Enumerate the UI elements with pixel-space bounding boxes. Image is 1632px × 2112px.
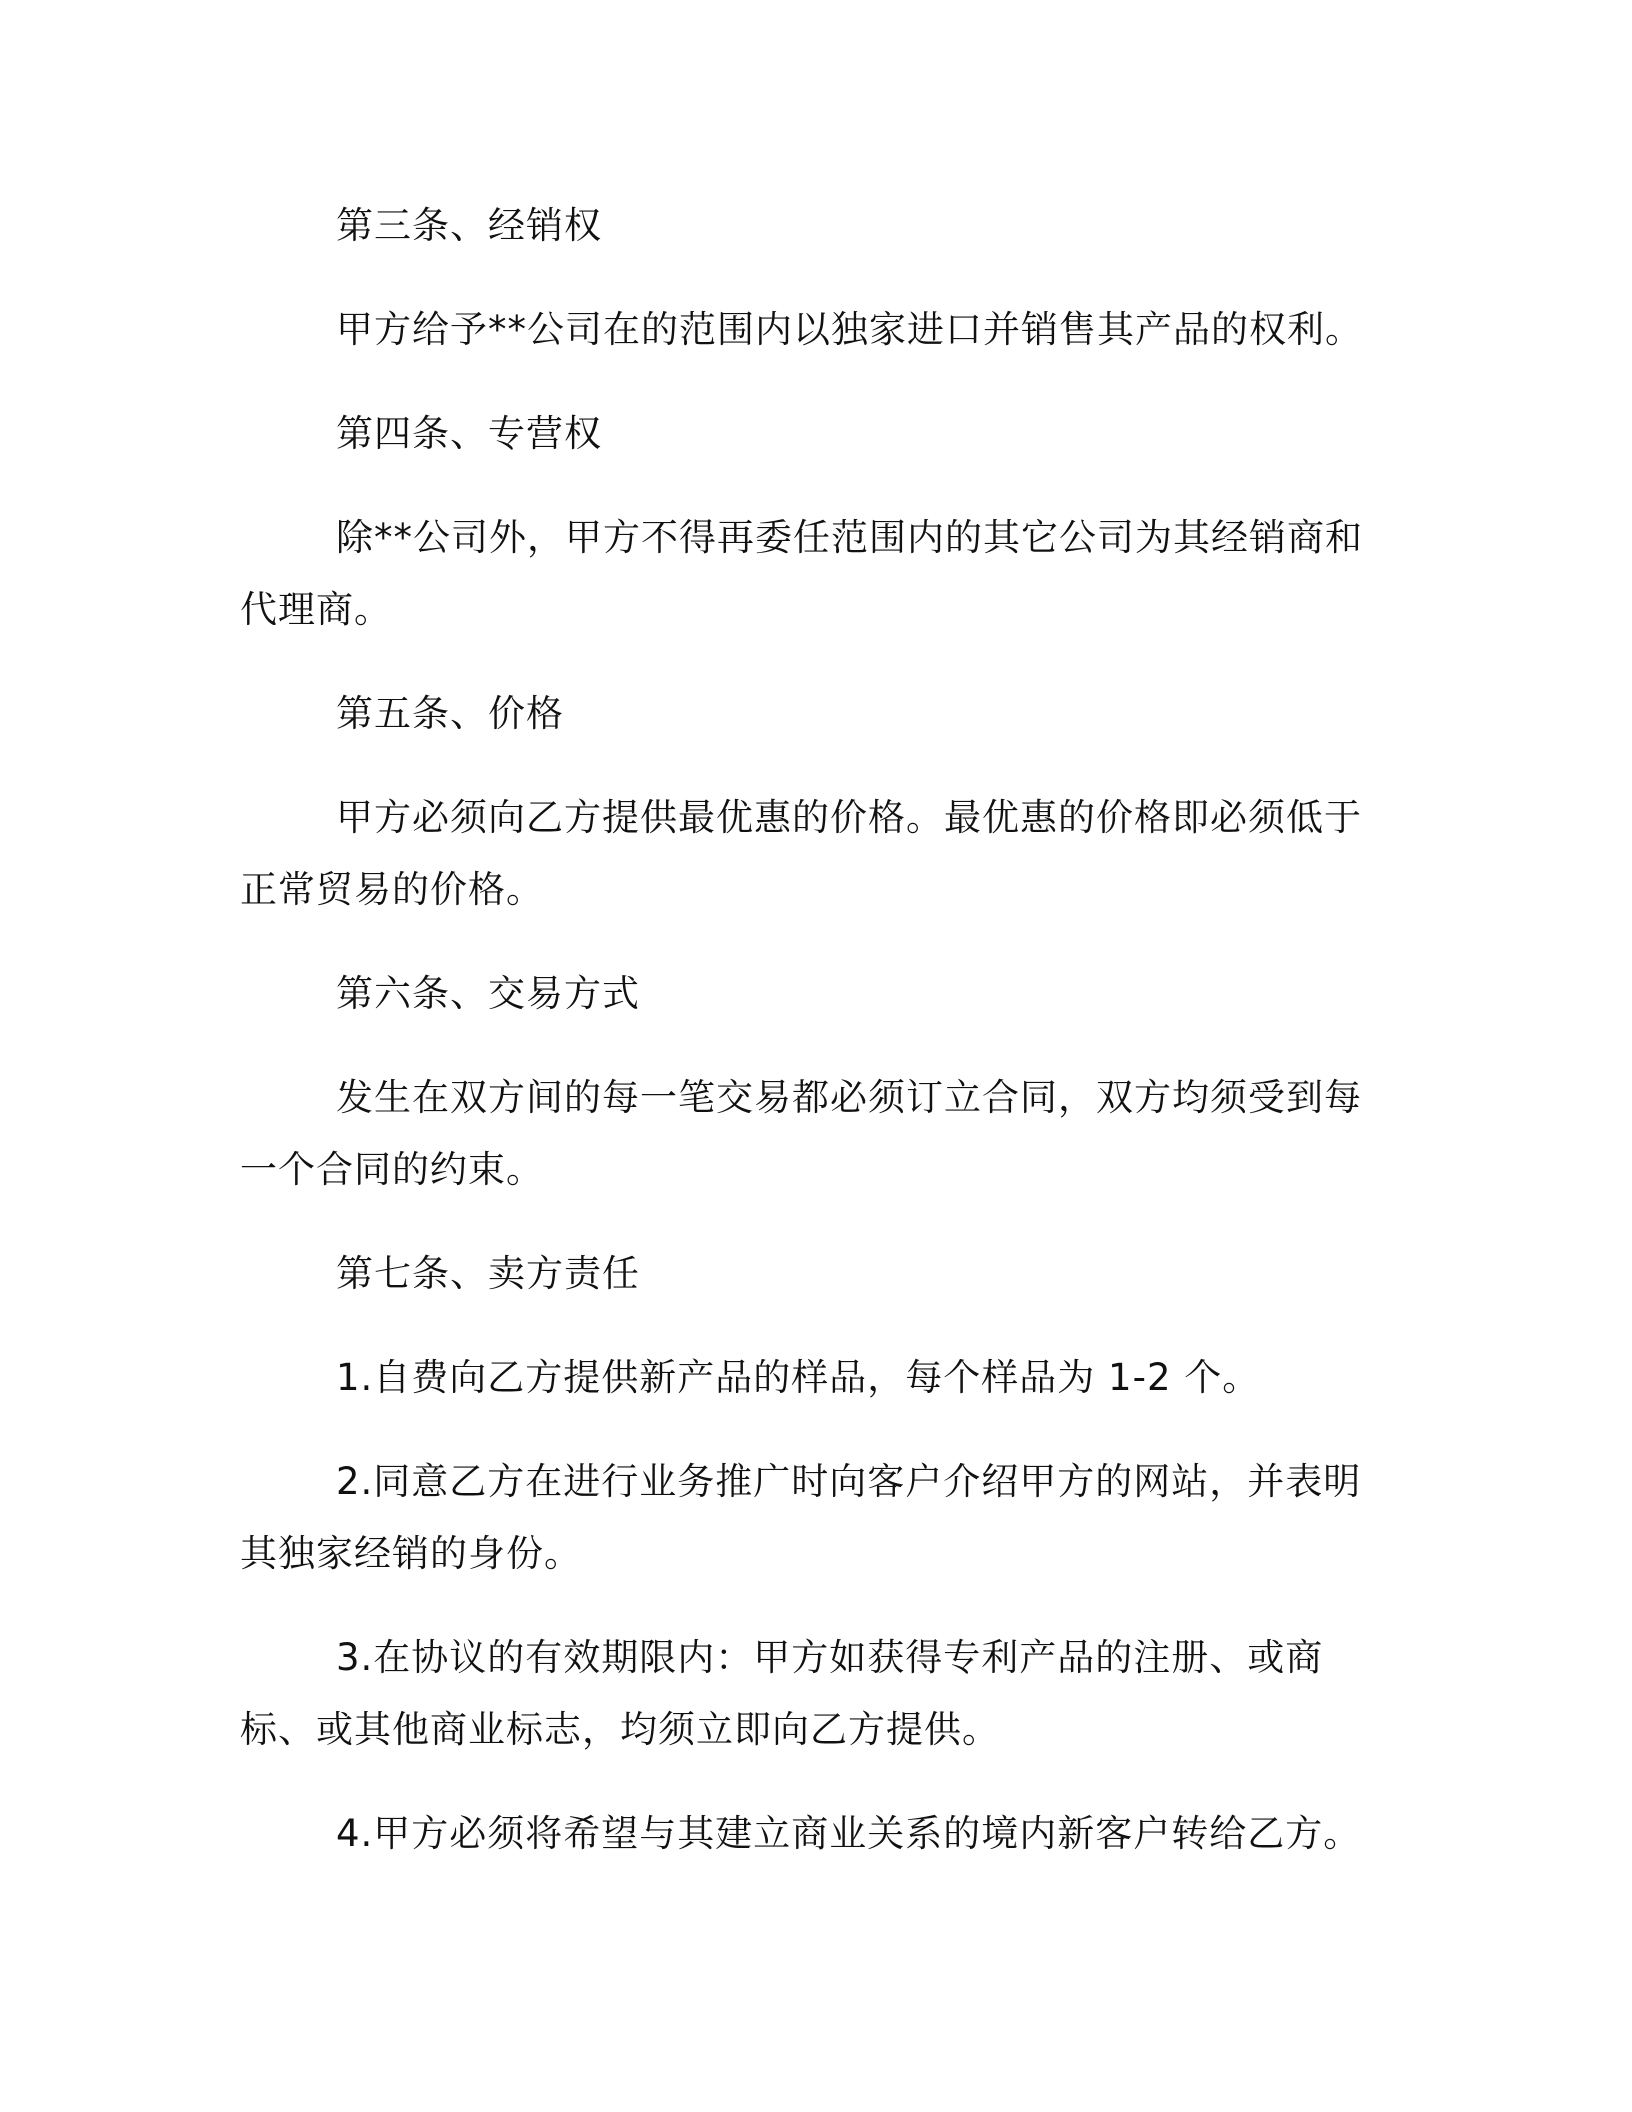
article-6-heading: 第六条、交易方式 xyxy=(336,972,640,1015)
article-6-text: 发生在双方间的每一笔交易都必须订立合同，双方均须受到每一个合同的约束。 xyxy=(240,1076,1362,1191)
article-3-text: 甲方给予**公司在的范围内以独家进口并销售其产品的权利。 xyxy=(336,308,1363,351)
article-7-item-1: 1.自费向乙方提供新产品的样品，每个样品为 1-2 个。 xyxy=(336,1356,1261,1399)
document-body xyxy=(240,190,1390,1902)
article-5-text: 甲方必须向乙方提供最优惠的价格。最优惠的价格即必须低于正常贸易的价格。 xyxy=(240,796,1362,911)
article-7-heading: 第七条、卖方责任 xyxy=(336,1252,640,1295)
article-4-heading: 第四条、专营权 xyxy=(336,412,602,455)
article-7-item-4: 4.甲方必须将希望与其建立商业关系的境内新客户转给乙方。 xyxy=(336,1812,1362,1855)
article-7-item-3: 3.在协议的有效期限内：甲方如获得专利产品的注册、或商标、或其他商业标志，均须立即向乙方提供。 xyxy=(240,1636,1324,1751)
article-5-heading: 第五条、价格 xyxy=(336,692,564,735)
article-3-heading: 第三条、经销权 xyxy=(336,204,602,247)
article-4-text: 除**公司外，甲方不得再委任范围内的其它公司为其经销商和代理商。 xyxy=(240,516,1363,631)
article-7-item-2: 2.同意乙方在进行业务推广时向客户介绍甲方的网站，并表明其独家经销的身份。 xyxy=(240,1460,1362,1575)
